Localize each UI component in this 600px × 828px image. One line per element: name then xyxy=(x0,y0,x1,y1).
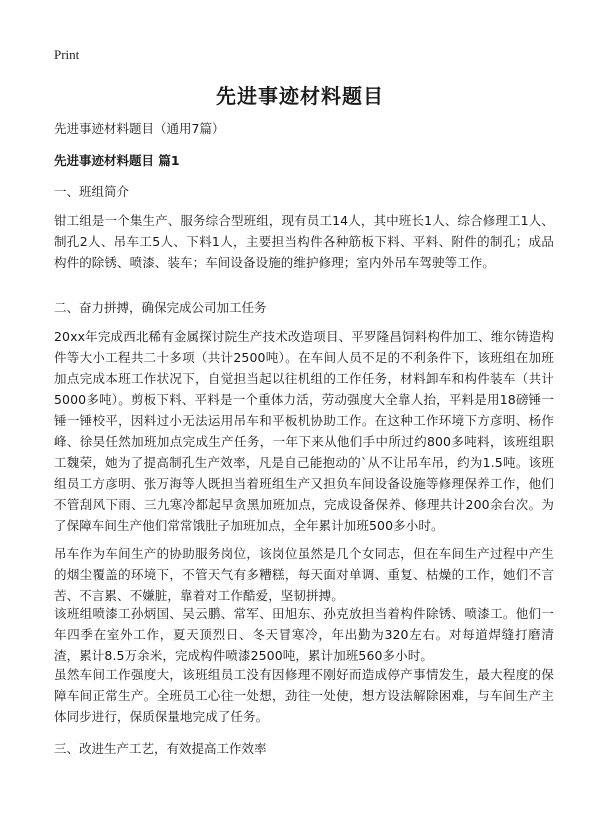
paragraph-crane: 吊车作为车间生产的协助服务岗位，该岗位虽然是几个女同志，但在车间生产过程中产生的烟尘覆盖的环境下，不管天气有多糟糕，每天面对单调、重复、枯燥的工作，她们不言苦、不言累、不嫌脏，靠着对工作酷爱，坚韧拼搏。 xyxy=(54,546,554,603)
document-title: 先进事迹材料题目 xyxy=(216,84,384,108)
heading-strive: 二、奋力拼搏，确保完成公司加工任务 xyxy=(54,300,267,315)
print-label[interactable]: Print xyxy=(54,47,80,62)
section-title: 先进事迹材料题目 篇1 xyxy=(54,153,180,168)
document-subtitle: 先进事迹材料题目（通用7篇） xyxy=(54,121,225,136)
paragraph-team-intro: 钳工组是一个集生产、服务综合型班组，现有员工14人，其中班长1人、综合修理工1人、制孔2人、吊车工5人、下料1人，主要担当构件各种筋板下料、平料、附件的制孔；成品构件的除锈、喷漆、装车；车间设备设施的维护修理；室内外吊车驾驶等工作。 xyxy=(54,213,554,270)
heading-improve: 三、改进生产工艺，有效提高工作效率 xyxy=(54,741,267,756)
paragraph-projects: 20xx年完成西北稀有金属探讨院生产技术改造项目、平罗隆昌饲料构件加工、维尔铸造构件等大小工程共二十多项（共计2500吨）。在车间人员不足的不利条件下，该班组在加班加点完成本班工作状况下，自觉担当起以往机组的工作任务，材料卸车和构件装车（共计5000多吨）。剪板下料、平料是一个重体力活，劳动强度大全靠人抬，平料是用18磅锤一锤一锤校平，因料过小无法运用吊车和平板机协助工作。在这种工作环境下方彦明、杨作峰、徐昊任然加班加点完成生产任务，一年下来从他们手中所过约800多吨料，该班组职工魏荣，她为了提高制孔生产效率，凡是自己能抱动的`从不让吊车吊，约为1.5吨。该班组员工方彦明、张万海等人既担当着班组生产又担负车间设备设施等修理保养工作，他们不管刮风下雨、三九寒冷都起早贪黑加班加点，完成设备保养、修理共计200余台次。为了保障车间生产他们常常饿肚子加班加点，全年累计加班500多小时。 xyxy=(54,329,554,533)
paragraph-painters: 该班组喷漆工孙炳国、吴云鹏、常军、田旭东、孙克放担当着构件除锈、喷漆工。他们一年四季在室外工作，夏天顶烈日、冬天冒寒冷，年出勤为320左右。对每道焊缝打磨清渣，累计8.5万余米，完成构件喷漆2500吨，累计加班560多小时。 xyxy=(54,606,554,663)
heading-team-intro: 一、班组简介 xyxy=(54,184,130,199)
paragraph-guarantee: 虽然车间工作强度大，该班组员工没有因修理不刚好而造成停产事情发生，最大程度的保障车间正常生产。全班员工心往一处想，劲往一处使，想方设法解除困难，与车间生产主体同步进行，保质保量地完成了任务。 xyxy=(54,667,554,724)
